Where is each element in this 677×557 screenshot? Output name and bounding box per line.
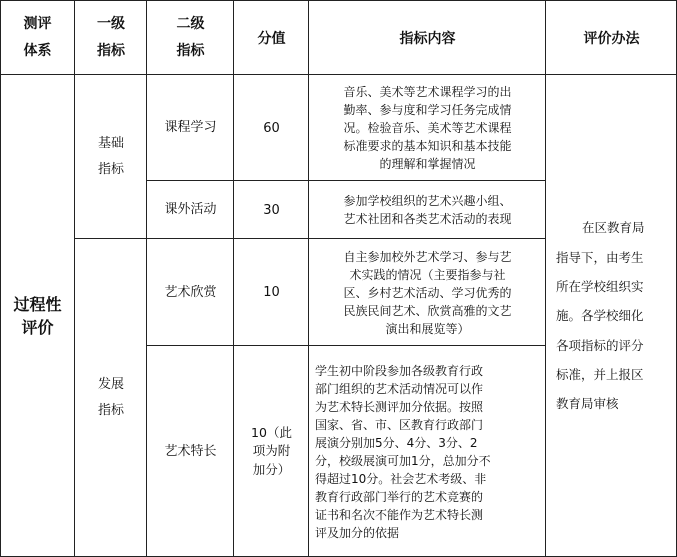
content-line: 学生初中阶段参加各级教育行政: [315, 363, 484, 378]
score-extracurricular: 30: [263, 202, 280, 218]
header-system: [0, 0, 75, 75]
system-label-line-1: 过程性: [13, 294, 62, 314]
content-line: 得超过10分。社会艺术考级、非: [315, 471, 487, 486]
header-level1-line-2: 指标: [97, 42, 125, 59]
method-line: 标准，并上报区: [556, 367, 644, 383]
content-line: 证书和名次不能作为艺术特长测: [315, 507, 484, 522]
content-line: 勤率、参与度和学习任务完成情: [343, 103, 512, 117]
level2-course-study: 课程学习: [164, 120, 217, 135]
system-process-evaluation: [0, 75, 75, 557]
content-art-appreciation: [309, 239, 546, 346]
method-line: 施。各学校细化: [556, 308, 644, 324]
level2-extracurricular: 课外活动: [164, 202, 217, 217]
level1-development-line-1: 发展: [97, 377, 124, 392]
level1-basic: [75, 75, 147, 239]
evaluation-method: [546, 75, 677, 557]
level1-development-line-2: 指标: [97, 403, 124, 418]
header-level2-line-2: 指标: [176, 42, 205, 59]
content-line: 艺术社团和各类艺术活动的表现: [343, 212, 512, 226]
score-line: 加分）: [252, 461, 291, 477]
content-line: 区、乡村艺术活动、学习优秀的: [343, 285, 512, 300]
content-course-study: [309, 75, 546, 181]
level1-basic-line-2: 指标: [97, 162, 124, 177]
method-line: 所在学校组织实: [556, 278, 644, 294]
content-line: 展演分别加5分、4分、3分、2: [315, 435, 478, 450]
content-line: 音乐、美术等艺术课程学习的出: [343, 85, 512, 99]
header-level2-line-1: 二级: [176, 15, 205, 32]
level1-basic-line-1: 基础: [97, 136, 124, 151]
level2-art-appreciation: 艺术欣赏: [164, 284, 217, 300]
header-content: 指标内容: [399, 30, 456, 47]
score-art-appreciation: 10: [263, 285, 280, 300]
header-level1: [75, 0, 147, 75]
header-level1-line-1: 一级: [97, 15, 125, 32]
header-system-line-2: 体系: [23, 42, 52, 59]
header-method: 评价办法: [583, 30, 640, 47]
content-line: 自主参加校外艺术学习、参与艺: [343, 249, 512, 264]
method-line: 各项指标的评分: [556, 337, 644, 353]
header-system-line-1: 测评: [23, 15, 52, 32]
content-line: 参加学校组织的艺术兴趣小组、: [343, 194, 512, 208]
score-line: 项为附: [252, 443, 291, 459]
content-art-specialty: [309, 346, 546, 557]
content-line: 为艺术特长测评加分依据。按照: [315, 399, 484, 414]
score-course-study: 60: [263, 120, 280, 136]
content-line: 民族民间艺术、欣赏高雅的文艺: [343, 303, 512, 318]
score-line: 10（此: [251, 425, 292, 441]
header-level2: [147, 0, 234, 75]
content-line: 的理解和掌握情况: [379, 157, 476, 171]
content-extracurricular: [309, 181, 546, 239]
content-line: 况。检验音乐、美术等艺术课程: [343, 121, 512, 135]
content-line: 部门组织的艺术活动情况可以作: [315, 381, 484, 396]
content-line: 术实践的情况（主要指参与社: [349, 267, 506, 282]
content-line: 教育行政部门举行的艺术竞赛的: [315, 489, 484, 504]
content-line: 评及加分的依据: [315, 525, 400, 540]
score-art-specialty: [234, 346, 309, 557]
content-line: 标准要求的基本知识和基本技能: [343, 139, 512, 153]
system-label-line-2: 评价: [21, 318, 54, 337]
level1-development: [75, 239, 147, 557]
header-score: 分值: [257, 30, 286, 47]
level2-art-specialty: 艺术特长: [164, 443, 217, 459]
method-line: 在区教育局: [582, 220, 645, 236]
content-line: 国家、省、市、区教育行政部门: [315, 417, 484, 432]
method-line: 指导下，由考生: [556, 249, 644, 265]
content-line: 演出和展览等）: [385, 321, 470, 336]
content-line: 分，校级展演可加1分，总加分不: [315, 453, 491, 468]
method-line: 教育局审核: [556, 396, 619, 412]
